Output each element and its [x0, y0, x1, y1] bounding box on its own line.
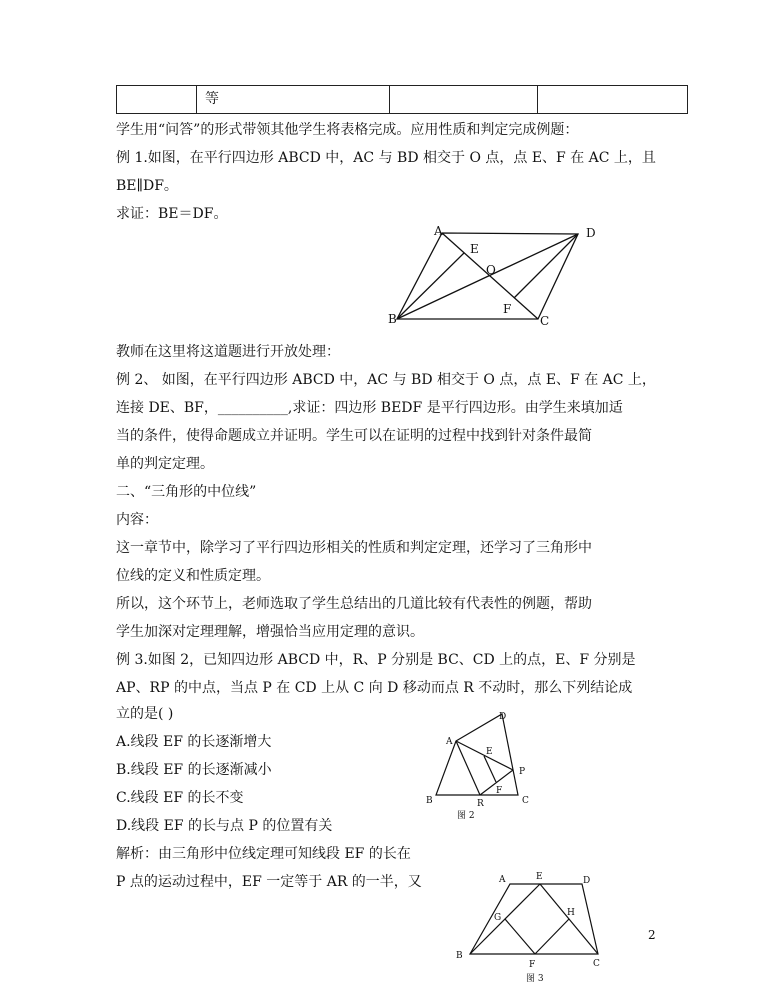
text-line: 例 2、 如图，在平行四边形 ABCD 中，AC 与 BD 相交于 O 点，点 E、F 在 AC 上，	[116, 372, 656, 388]
label-H: H	[567, 908, 575, 918]
text-line: 当的条件，使得命题成立并证明。学生可以在证明的过程中找到针对条件最简	[116, 428, 592, 444]
table-cell	[538, 86, 687, 113]
text-line: 立的是( )	[116, 706, 174, 722]
option-a: A.线段 EF 的长逐渐增大	[116, 734, 272, 750]
figure-parallelogram	[380, 222, 610, 330]
label-A: A	[434, 224, 443, 238]
table-row	[116, 85, 688, 114]
label-D: D	[586, 226, 596, 240]
text-line: 教师在这里将这道题进行开放处理：	[116, 344, 340, 360]
label-E: E	[486, 747, 493, 757]
label-C: C	[593, 959, 600, 969]
figure-2	[420, 708, 540, 826]
text-line: 学生用“问答”的形式带领其他学生将表格完成。应用性质和判定完成例题：	[116, 122, 579, 138]
label-E: E	[536, 872, 543, 882]
text-line: 解析：由三角形中位线定理可知线段 EF 的长在	[116, 846, 411, 862]
text-line: 例 3.如图 2，已知四边形 ABCD 中，R、P 分别是 BC、CD 上的点，E、F 分别是	[116, 652, 636, 668]
label-A: A	[499, 875, 506, 885]
label-C: C	[522, 796, 529, 806]
table-cell	[117, 86, 197, 113]
label-D: D	[499, 712, 507, 722]
text-line: 这一章节中，除学习了平行四边形相关的性质和判定定理，还学习了三角形中	[116, 540, 592, 556]
text-line: BE∥DF。	[116, 178, 178, 194]
table-cell	[390, 86, 538, 113]
text-line: 学生加深对定理理解，增强恰当应用定理的意识。	[116, 624, 424, 640]
label-B: B	[426, 796, 433, 806]
table-cell: 等	[197, 86, 390, 113]
figure-3	[450, 866, 615, 988]
label-A: A	[446, 737, 453, 747]
text-line: 所以，这个环节上，老师选取了学生总结出的几道比较有代表性的例题，帮助	[116, 596, 592, 612]
label-G: G	[494, 913, 502, 923]
text-line: 内容：	[116, 512, 158, 528]
label-B: B	[456, 951, 463, 961]
text-line: 连接 DE、BF，__________,求证：四边形 BEDF 是平行四边形。由学生来填加适	[116, 400, 623, 416]
label-O: O	[486, 263, 496, 277]
label-F: F	[529, 960, 536, 970]
page-number: 2	[648, 928, 656, 942]
option-c: C.线段 EF 的长不变	[116, 790, 244, 806]
label-D: D	[583, 876, 591, 886]
option-b: B.线段 EF 的长逐渐减小	[116, 762, 272, 778]
section-heading: 二、“三角形的中位线”	[116, 484, 257, 500]
label-P: P	[519, 767, 526, 777]
text-line: 例 1.如图，在平行四边形 ABCD 中，AC 与 BD 相交于 O 点，点 E、F 在 AC 上，且	[116, 150, 656, 166]
figure-2-caption: 图 2	[457, 811, 475, 821]
label-C: C	[540, 314, 550, 328]
text-line: 位线的定义和性质定理。	[116, 568, 270, 584]
label-R: R	[477, 799, 484, 809]
label-B: B	[388, 312, 397, 326]
text-line: P 点的运动过程中，EF 一定等于 AR 的一半，又	[116, 874, 422, 890]
text-line: 求证：BE＝DF。	[116, 206, 228, 222]
label-F: F	[503, 302, 512, 316]
label-F: F	[496, 786, 503, 796]
text-line: AP、RP 的中点，当点 P 在 CD 上从 C 向 D 移动而点 R 不动时，那么下列结论成	[116, 680, 633, 696]
label-E: E	[470, 242, 479, 256]
figure-3-caption: 图 3	[526, 974, 544, 984]
option-d: D.线段 EF 的长与点 P 的位置有关	[116, 818, 333, 834]
text-line: 单的判定定理。	[116, 456, 214, 472]
